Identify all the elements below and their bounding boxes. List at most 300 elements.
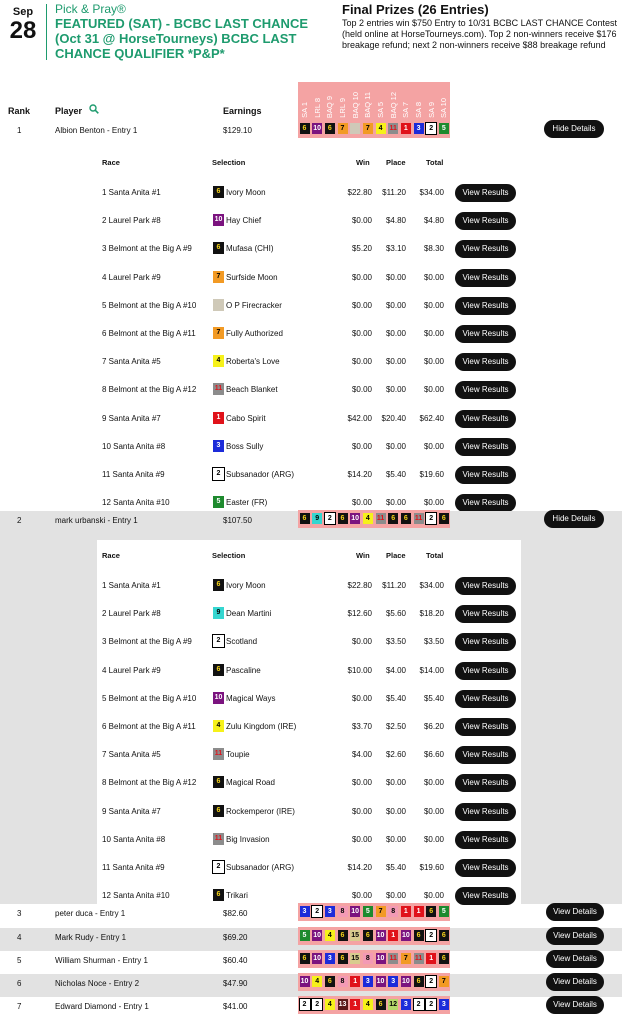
- detail-pick-saddle: 4: [213, 720, 224, 732]
- detail-pick-saddle: 6: [213, 889, 224, 901]
- detail-pick-saddle: 11: [213, 833, 224, 845]
- pick-saddle: 6: [338, 513, 348, 524]
- detail-pick-saddle: 11: [213, 748, 224, 760]
- contest-title-block: [55, 2, 320, 61]
- pick-saddle: 2: [325, 513, 335, 524]
- detail-pick-saddle: 4: [213, 355, 224, 367]
- pick-saddle: 6: [325, 976, 335, 987]
- column-earnings: Earnings: [223, 106, 262, 116]
- details-header-total: Total: [426, 158, 444, 167]
- view-details-button[interactable]: View Details: [546, 950, 604, 968]
- player-rank: 2: [17, 516, 22, 525]
- view-results-button[interactable]: View Results: [455, 605, 516, 623]
- pick-saddle: 3: [325, 906, 335, 917]
- pick-saddle: 1: [401, 906, 411, 917]
- race-header-10: SA 8: [414, 102, 424, 118]
- view-results-button[interactable]: View Results: [455, 746, 516, 764]
- detail-pick-saddle: 6: [213, 664, 224, 676]
- player-row: [0, 904, 622, 927]
- view-results-button[interactable]: View Results: [455, 633, 516, 651]
- detail-total: $0.00: [423, 498, 444, 508]
- pick-saddle: 11: [376, 515, 385, 522]
- detail-place: $0.00: [385, 357, 406, 367]
- pick-saddle: 3: [300, 906, 310, 917]
- player-earnings: $60.40: [223, 956, 248, 965]
- detail-win: $0.00: [351, 891, 372, 901]
- detail-race: 11 Santa Anita #9: [102, 863, 165, 872]
- detail-total: $0.00: [423, 806, 444, 816]
- detail-row: [97, 860, 521, 876]
- player-earnings: $107.50: [223, 516, 252, 525]
- detail-win: $0.00: [351, 272, 372, 282]
- detail-win: $22.80: [347, 188, 372, 197]
- detail-horse: Ivory Moon: [226, 581, 266, 590]
- detail-race: 7 Santa Anita #5: [102, 357, 161, 367]
- detail-place: $20.40: [381, 413, 406, 423]
- detail-place: $5.60: [385, 609, 406, 619]
- pick-saddle: 1: [426, 953, 436, 964]
- detail-horse: Subsanador (ARG): [226, 470, 295, 479]
- detail-horse: Easter (FR): [226, 498, 268, 508]
- detail-pick-saddle: 9: [213, 607, 224, 619]
- player-row: [0, 928, 622, 951]
- detail-total: $8.30: [423, 244, 444, 254]
- detail-row: [97, 832, 521, 848]
- pick-saddle: 2: [300, 999, 310, 1010]
- detail-race: 12 Santa Anita #10: [102, 498, 170, 508]
- detail-place: $2.50: [385, 722, 406, 731]
- detail-win: $0.00: [351, 834, 372, 844]
- detail-place: $3.50: [385, 637, 406, 647]
- contest-header: [0, 0, 622, 70]
- view-details-button[interactable]: View Details: [546, 973, 604, 991]
- player-rank: 6: [17, 979, 22, 988]
- pick-saddle: 5: [439, 906, 449, 917]
- view-results-button[interactable]: View Results: [455, 690, 516, 708]
- race-header-12: SA 10: [439, 97, 449, 118]
- pick-saddle: 6: [414, 976, 424, 987]
- detail-place: $0.00: [385, 385, 406, 395]
- picks-bar: [298, 927, 450, 945]
- pick-saddle: 10: [351, 908, 360, 915]
- view-results-button[interactable]: View Results: [455, 212, 516, 230]
- detail-total: $62.40: [419, 413, 444, 423]
- detail-total: $19.60: [419, 863, 444, 872]
- detail-total: $0.00: [423, 329, 444, 338]
- player-rank: 1: [17, 126, 22, 135]
- detail-race: 4 Laurel Park #9: [102, 272, 161, 282]
- detail-race: 4 Laurel Park #9: [102, 665, 161, 675]
- detail-horse: Boss Sully: [226, 441, 264, 451]
- detail-row: [0, 411, 622, 427]
- detail-place: $2.60: [385, 750, 406, 760]
- player-rank: 4: [17, 933, 22, 942]
- pick-saddle: 6: [338, 953, 348, 964]
- view-results-button[interactable]: View Results: [455, 662, 516, 680]
- detail-horse: Dean Martini: [226, 609, 272, 619]
- pick-saddle: 5: [363, 906, 373, 917]
- prizes-text: Top 2 entries win $750 Entry to 10/31 BCBC LAST CHANCE Contest (held online at HorseTourneys.com). Top 2 non-winners receive $176 breakage refund; next 2 non-winners receive $88 breakage refund: [342, 18, 617, 50]
- detail-total: $14.00: [419, 665, 444, 675]
- detail-win: $5.20: [351, 244, 372, 254]
- view-details-button[interactable]: View Details: [546, 996, 604, 1014]
- picks-bar: [298, 510, 450, 528]
- detail-row: [97, 719, 521, 735]
- detail-horse: Magical Ways: [226, 693, 276, 703]
- detail-row: [97, 775, 521, 791]
- pick-saddle: 6: [300, 123, 310, 134]
- detail-win: $3.70: [351, 722, 372, 731]
- pick-saddle: 10: [376, 978, 385, 985]
- view-results-button[interactable]: View Results: [455, 325, 516, 343]
- view-results-button[interactable]: View Results: [455, 887, 516, 905]
- pick-saddle: 10: [376, 932, 385, 939]
- race-header-2: LRL 8: [312, 98, 322, 118]
- header-divider: [46, 4, 47, 60]
- detail-pick-saddle: 6: [213, 805, 224, 817]
- pick-saddle: 6: [414, 930, 424, 941]
- pick-saddle: 7: [338, 123, 348, 134]
- detail-race: 11 Santa Anita #9: [102, 470, 165, 479]
- player-name: Nicholas Noce - Entry 2: [55, 979, 140, 988]
- detail-total: $0.00: [423, 778, 444, 788]
- view-results-button[interactable]: View Results: [455, 438, 516, 456]
- pick-saddle: 7: [376, 906, 386, 917]
- pick-saddle: 2: [426, 123, 436, 134]
- pick-saddle: 3: [401, 999, 411, 1010]
- detail-total: $5.40: [423, 693, 444, 703]
- detail-horse: Subsanador (ARG): [226, 863, 295, 872]
- detail-race: 7 Santa Anita #5: [102, 750, 161, 760]
- view-details-button[interactable]: View Details: [546, 903, 604, 921]
- pick-saddle: 8: [388, 906, 398, 917]
- detail-horse: Big Invasion: [226, 834, 270, 844]
- pick-saddle: 6: [388, 513, 398, 524]
- detail-horse: Mufasa (CHI): [226, 244, 274, 254]
- detail-race: 2 Laurel Park #8: [102, 216, 161, 226]
- detail-row: [97, 888, 521, 904]
- pick-saddle: 6: [338, 930, 348, 941]
- detail-place: $0.00: [385, 329, 406, 338]
- detail-win: $10.00: [347, 665, 372, 675]
- detail-place: $3.10: [385, 244, 406, 254]
- detail-row: [0, 354, 622, 370]
- pick-saddle: 4: [363, 999, 373, 1010]
- detail-pick-saddle: 1: [213, 412, 224, 424]
- detail-total: $4.80: [423, 216, 444, 226]
- detail-race: 8 Belmont at the Big A #12: [102, 385, 197, 395]
- detail-row: [97, 663, 521, 679]
- detail-place: $4.00: [385, 665, 406, 675]
- detail-race: 9 Santa Anita #7: [102, 806, 161, 816]
- detail-pick-saddle: 5: [213, 496, 224, 508]
- detail-horse: Magical Road: [226, 778, 275, 788]
- hide-details-button[interactable]: Hide Details: [544, 120, 604, 138]
- detail-horse: O P Firecracker: [226, 300, 282, 310]
- detail-race: 3 Belmont at the Big A #9: [102, 637, 192, 647]
- detail-row: [0, 326, 622, 342]
- detail-total: $0.00: [423, 834, 444, 844]
- pick-saddle: 7: [363, 123, 373, 134]
- player-row: [0, 997, 622, 1020]
- detail-total: $0.00: [423, 300, 444, 310]
- pick-saddle: 13: [338, 1001, 347, 1008]
- details-header-race: Race: [102, 158, 120, 167]
- detail-pick-saddle: 6: [213, 186, 224, 198]
- picks-bar: [298, 950, 450, 968]
- pick-saddle: 10: [313, 932, 322, 939]
- pick-saddle: 8: [363, 953, 373, 964]
- detail-pick-saddle: [213, 299, 224, 311]
- pick-saddle: 11: [389, 955, 397, 962]
- detail-place: $0.00: [385, 272, 406, 282]
- detail-win: $42.00: [347, 413, 372, 423]
- pick-saddle: 3: [414, 123, 424, 134]
- detail-place: $5.40: [385, 693, 406, 703]
- detail-race: 10 Santa Anita #8: [102, 441, 166, 451]
- player-rank: 7: [17, 1002, 22, 1011]
- detail-win: $4.00: [351, 750, 372, 760]
- detail-race: 6 Belmont at the Big A #11: [102, 722, 196, 731]
- detail-row: [0, 382, 622, 398]
- race-header-3: BAQ 9: [325, 95, 335, 118]
- detail-pick-saddle: 3: [213, 440, 224, 452]
- pick-saddle: 2: [426, 930, 436, 941]
- view-results-button[interactable]: View Results: [455, 381, 516, 399]
- race-header-4: LRL 9: [338, 98, 347, 118]
- pick-saddle: 6: [439, 930, 449, 941]
- pick-saddle: 8: [338, 976, 348, 987]
- view-results-button[interactable]: View Results: [455, 297, 516, 315]
- race-header-9: SA 7: [401, 102, 411, 118]
- pick-saddle: 10: [376, 955, 385, 962]
- detail-row: [0, 467, 622, 483]
- detail-horse: Roberta's Love: [226, 357, 280, 367]
- detail-total: $3.50: [423, 637, 444, 647]
- pick-saddle: 3: [363, 976, 373, 987]
- pick-saddle: 2: [426, 513, 436, 524]
- detail-horse: Rockemperor (IRE): [226, 806, 295, 816]
- detail-race: 12 Santa Anita #10: [102, 891, 170, 901]
- details-header-place: Place: [386, 158, 406, 167]
- detail-race: 6 Belmont at the Big A #11: [102, 329, 196, 338]
- details-header-place: Place: [386, 551, 406, 560]
- detail-race: 9 Santa Anita #7: [102, 413, 161, 423]
- player-name: Albion Benton - Entry 1: [55, 126, 138, 135]
- detail-win: $0.00: [351, 357, 372, 367]
- view-results-button[interactable]: View Results: [455, 269, 516, 287]
- detail-race: 8 Belmont at the Big A #12: [102, 778, 197, 788]
- date-day: 28: [9, 17, 37, 44]
- details-panel: [0, 149, 622, 525]
- detail-row: [0, 439, 622, 455]
- detail-horse: Trikari: [226, 891, 248, 901]
- column-rank: Rank: [8, 106, 31, 116]
- column-player: Player: [55, 106, 83, 116]
- player-row: [0, 974, 622, 997]
- pick-saddle: 2: [312, 906, 322, 917]
- detail-horse: Fully Authorized: [226, 329, 283, 338]
- race-header-8: BAQ 12: [388, 91, 398, 118]
- detail-row: [0, 298, 622, 314]
- pick-saddle: 1: [350, 976, 360, 987]
- player-name: peter duca - Entry 1: [55, 909, 126, 918]
- view-results-button[interactable]: View Results: [455, 577, 516, 595]
- prizes-block: [342, 3, 618, 51]
- detail-row: [97, 691, 521, 707]
- detail-win: $0.00: [351, 778, 372, 788]
- race-headers: [298, 82, 450, 120]
- pick-saddle: 9: [312, 513, 322, 524]
- pick-saddle: 10: [401, 932, 410, 939]
- detail-row: [97, 747, 521, 763]
- pick-saddle: 6: [363, 930, 373, 941]
- detail-total: $6.20: [423, 722, 444, 731]
- pick-saddle: 6: [325, 123, 335, 134]
- details-header-race: Race: [102, 551, 120, 560]
- detail-total: $0.00: [423, 891, 444, 901]
- view-results-button[interactable]: View Results: [455, 494, 516, 512]
- player-earnings: $47.90: [223, 979, 248, 988]
- detail-total: $34.00: [419, 188, 444, 197]
- date-month: Sep: [12, 6, 34, 18]
- contest-subtitle: Pick & Pray®: [55, 2, 126, 16]
- detail-race: 1 Santa Anita #1: [102, 188, 161, 197]
- pick-saddle: 4: [312, 976, 322, 987]
- detail-pick-saddle: 7: [213, 327, 224, 339]
- player-earnings: $129.10: [223, 126, 252, 135]
- pick-saddle: 1: [350, 999, 360, 1010]
- pick-saddle: 6: [439, 513, 449, 524]
- search-icon[interactable]: [89, 104, 99, 114]
- detail-horse: Zulu Kingdom (IRE): [226, 722, 297, 731]
- detail-horse: Pascaline: [226, 665, 261, 675]
- detail-place: $0.00: [385, 806, 406, 816]
- player-rank: 5: [17, 956, 22, 965]
- detail-pick-saddle: 10: [213, 214, 224, 226]
- detail-win: $0.00: [351, 806, 372, 816]
- detail-total: $18.20: [419, 609, 444, 619]
- race-header-5: BAQ 10: [350, 91, 360, 118]
- prizes-heading: Final Prizes (26 Entries): [342, 2, 489, 17]
- detail-total: $6.60: [423, 750, 444, 760]
- pick-saddle: 1: [401, 123, 411, 134]
- detail-total: $0.00: [423, 357, 444, 367]
- detail-race: 1 Santa Anita #1: [102, 581, 161, 590]
- detail-place: $4.80: [385, 216, 406, 226]
- view-results-button[interactable]: View Results: [455, 774, 516, 792]
- pick-saddle: 2: [426, 999, 436, 1010]
- player-earnings: $41.00: [223, 1002, 248, 1011]
- details-header-selection: Selection: [212, 551, 246, 560]
- detail-win: $0.00: [351, 329, 372, 338]
- view-results-button[interactable]: View Results: [455, 184, 516, 202]
- pick-saddle: 10: [351, 515, 360, 522]
- detail-place: $0.00: [385, 498, 406, 508]
- view-results-button[interactable]: View Results: [455, 466, 516, 484]
- detail-win: $14.20: [347, 470, 372, 479]
- detail-win: $12.60: [347, 609, 372, 619]
- detail-row: [0, 270, 622, 286]
- pick-saddle: 2: [426, 976, 436, 987]
- detail-race: 5 Belmont at the Big A #10: [102, 300, 197, 310]
- detail-place: $0.00: [385, 778, 406, 788]
- view-results-button[interactable]: View Results: [455, 240, 516, 258]
- detail-row: [97, 634, 521, 650]
- pick-saddle: 6: [401, 513, 411, 524]
- pick-saddle: 11: [414, 515, 423, 522]
- pick-saddle: 2: [312, 999, 322, 1010]
- detail-horse: Surfside Moon: [226, 272, 278, 282]
- pick-saddle: 3: [325, 953, 335, 964]
- detail-row: [0, 213, 622, 229]
- player-name: mark urbanski - Entry 1: [55, 516, 138, 525]
- pick-saddle: 10: [300, 978, 309, 985]
- detail-place: $0.00: [385, 441, 406, 451]
- detail-race: 2 Laurel Park #8: [102, 609, 161, 619]
- detail-row: [0, 185, 622, 201]
- detail-win: $0.00: [351, 216, 372, 226]
- detail-horse: Hay Chief: [226, 216, 262, 226]
- hide-details-button[interactable]: Hide Details: [544, 510, 604, 528]
- detail-pick-saddle: 6: [213, 242, 224, 254]
- view-results-button[interactable]: View Results: [455, 718, 516, 736]
- details-header-total: Total: [426, 551, 444, 560]
- pick-saddle: 5: [439, 123, 449, 134]
- details-header-win: Win: [356, 551, 370, 560]
- detail-race: 3 Belmont at the Big A #9: [102, 244, 192, 254]
- detail-place: $0.00: [385, 300, 406, 310]
- detail-win: $0.00: [351, 637, 372, 647]
- pick-saddle: 5: [300, 930, 310, 941]
- detail-horse: Beach Blanket: [226, 385, 278, 395]
- pick-saddle: 10: [313, 955, 322, 962]
- details-panel: [97, 540, 521, 918]
- view-results-button[interactable]: View Results: [455, 859, 516, 877]
- player-row: [0, 121, 622, 144]
- detail-row: [97, 804, 521, 820]
- detail-place: $11.20: [382, 188, 406, 197]
- view-results-button[interactable]: View Results: [455, 803, 516, 821]
- pick-saddle: 7: [439, 976, 449, 987]
- detail-race: 5 Belmont at the Big A #10: [102, 693, 197, 703]
- view-results-button[interactable]: View Results: [455, 410, 516, 428]
- detail-place: $0.00: [385, 834, 406, 844]
- pick-saddle: 6: [426, 906, 436, 917]
- pick-saddle: 6: [300, 513, 310, 524]
- pick-saddle: 4: [325, 930, 335, 941]
- view-results-button[interactable]: View Results: [455, 353, 516, 371]
- detail-total: $0.00: [423, 441, 444, 451]
- detail-pick-saddle: 6: [213, 579, 224, 591]
- contest-date: [6, 6, 40, 44]
- race-header-11: SA 9: [426, 102, 436, 118]
- picks-bar: [298, 973, 450, 991]
- pick-saddle: 15: [351, 955, 360, 962]
- pick-saddle: 10: [313, 125, 322, 132]
- pick-saddle: 11: [414, 955, 423, 962]
- race-header-1: SA 1: [300, 102, 309, 118]
- pick-saddle: [350, 123, 360, 134]
- detail-row: [0, 241, 622, 257]
- detail-win: $0.00: [351, 385, 372, 395]
- race-header-7: SA 5: [376, 102, 386, 118]
- view-details-button[interactable]: View Details: [546, 927, 604, 945]
- pick-saddle: 2: [414, 999, 424, 1010]
- detail-place: $11.20: [382, 581, 406, 590]
- view-results-button[interactable]: View Results: [455, 831, 516, 849]
- contest-title: FEATURED (SAT) - BCBC LAST CHANCE (Oct 31 @ HorseTourneys) BCBC LAST CHANCE QUALIFIER *P&P*: [55, 16, 308, 61]
